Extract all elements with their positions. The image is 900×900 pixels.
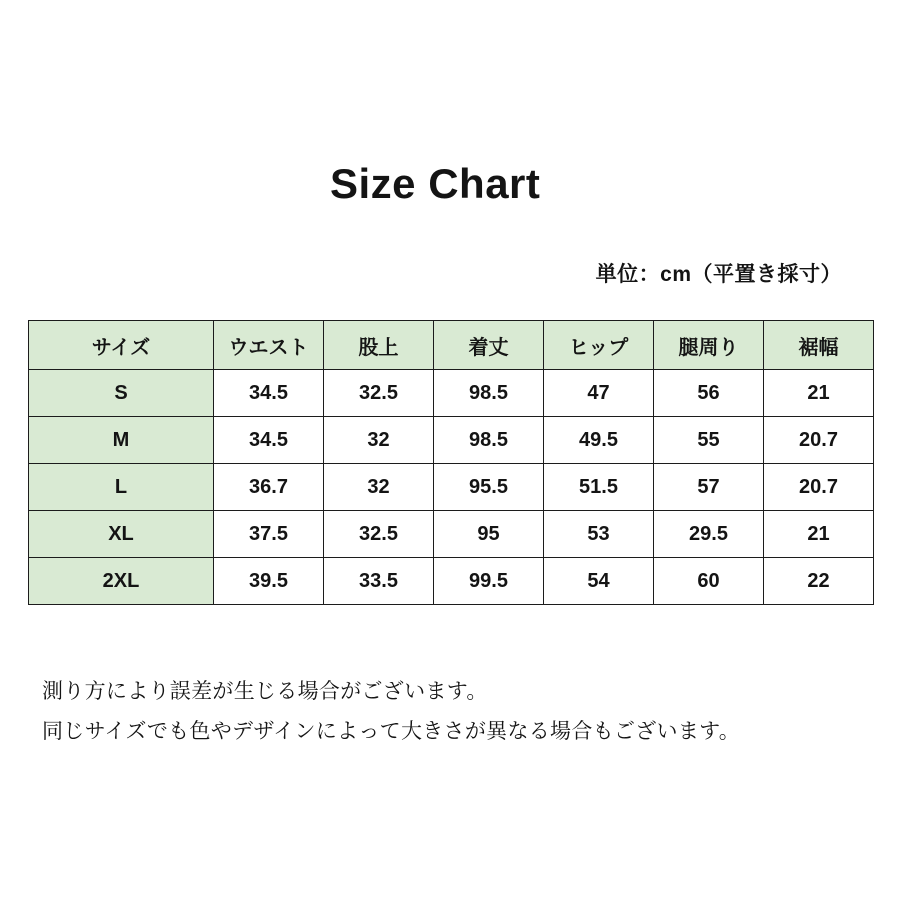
cell-rise: 32 bbox=[324, 417, 434, 464]
cell-hip: 47 bbox=[544, 370, 654, 417]
table-row bbox=[29, 370, 874, 417]
cell-hip: 54 bbox=[544, 558, 654, 605]
cell-hip: 49.5 bbox=[544, 417, 654, 464]
page-title: Size Chart bbox=[330, 160, 541, 207]
cell-hem: 20.7 bbox=[764, 464, 874, 511]
size-table-container bbox=[28, 320, 873, 605]
cell-waist: 37.5 bbox=[214, 511, 324, 558]
cell-hip: 53 bbox=[544, 511, 654, 558]
cell-rise: 32.5 bbox=[324, 511, 434, 558]
cell-rise: 32 bbox=[324, 464, 434, 511]
cell-length: 98.5 bbox=[434, 370, 544, 417]
table-row bbox=[29, 464, 874, 511]
column-header-hip: ヒップ bbox=[544, 321, 654, 370]
table-header bbox=[29, 321, 874, 370]
cell-hem: 21 bbox=[764, 370, 874, 417]
cell-size: 2XL bbox=[29, 558, 214, 605]
cell-rise: 32.5 bbox=[324, 370, 434, 417]
size-table bbox=[28, 320, 874, 605]
table-row bbox=[29, 558, 874, 605]
table-body bbox=[29, 370, 874, 605]
cell-size: L bbox=[29, 464, 214, 511]
cell-size: S bbox=[29, 370, 214, 417]
column-header-size: サイズ bbox=[29, 321, 214, 370]
cell-waist: 36.7 bbox=[214, 464, 324, 511]
table-header-row bbox=[29, 321, 874, 370]
footnote-color-design-variance: 同じサイズでも色やデザインによって大きさが異なる場合もございます。 bbox=[42, 720, 741, 743]
cell-thigh: 56 bbox=[654, 370, 764, 417]
cell-waist: 34.5 bbox=[214, 370, 324, 417]
cell-length: 98.5 bbox=[434, 417, 544, 464]
column-header-thigh: 腿周り bbox=[654, 321, 764, 370]
cell-rise: 33.5 bbox=[324, 558, 434, 605]
cell-thigh: 29.5 bbox=[654, 511, 764, 558]
table-row bbox=[29, 417, 874, 464]
cell-hem: 20.7 bbox=[764, 417, 874, 464]
cell-waist: 39.5 bbox=[214, 558, 324, 605]
footnote-measurement-variance: 測り方により誤差が生じる場合がございます。 bbox=[42, 680, 488, 703]
cell-hem: 21 bbox=[764, 511, 874, 558]
cell-size: XL bbox=[29, 511, 214, 558]
cell-length: 99.5 bbox=[434, 558, 544, 605]
cell-length: 95.5 bbox=[434, 464, 544, 511]
cell-thigh: 55 bbox=[654, 417, 764, 464]
cell-length: 95 bbox=[434, 511, 544, 558]
cell-thigh: 60 bbox=[654, 558, 764, 605]
table-row bbox=[29, 511, 874, 558]
cell-hip: 51.5 bbox=[544, 464, 654, 511]
footnotes bbox=[42, 672, 862, 752]
cell-size: M bbox=[29, 417, 214, 464]
column-header-length: 着丈 bbox=[434, 321, 544, 370]
column-header-hem: 裾幅 bbox=[764, 321, 874, 370]
cell-hem: 22 bbox=[764, 558, 874, 605]
unit-note: 単位：cm（平置き採寸） bbox=[595, 263, 842, 286]
cell-waist: 34.5 bbox=[214, 417, 324, 464]
column-header-waist: ウエスト bbox=[214, 321, 324, 370]
column-header-rise: 股上 bbox=[324, 321, 434, 370]
cell-thigh: 57 bbox=[654, 464, 764, 511]
